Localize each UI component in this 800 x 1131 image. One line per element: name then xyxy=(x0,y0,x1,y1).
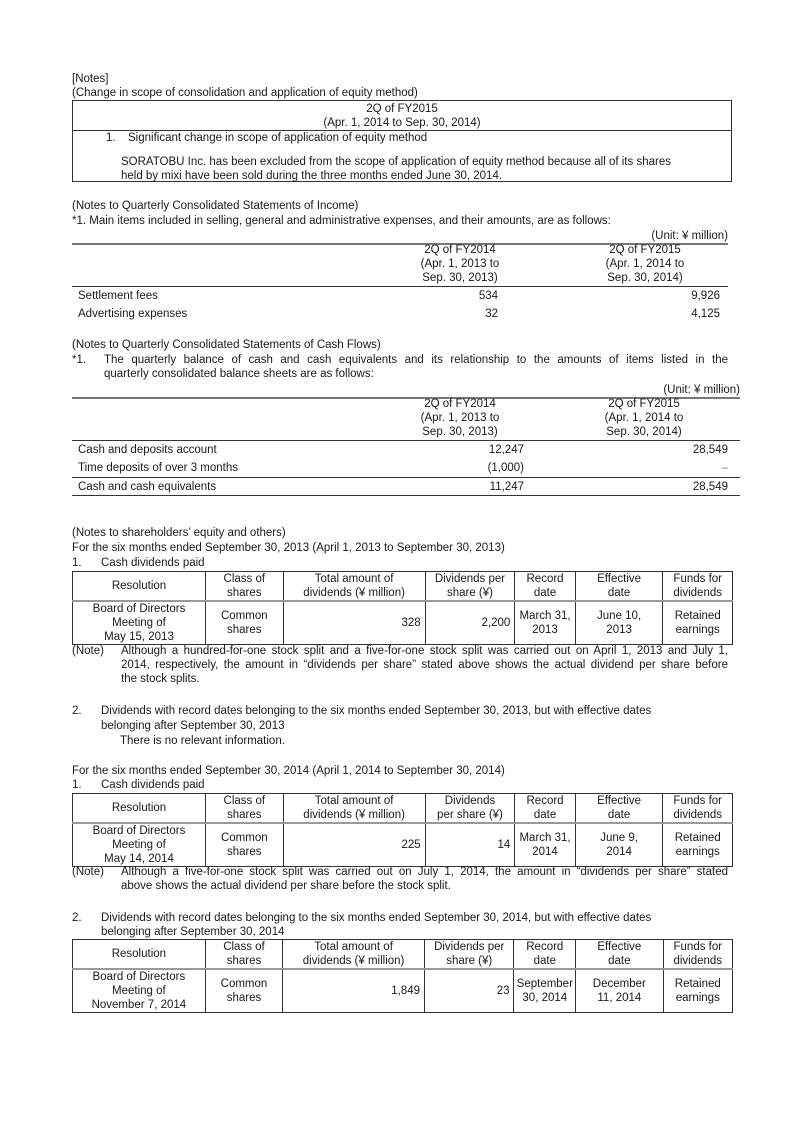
header-funds: Funds for dividends xyxy=(663,572,733,602)
cell-effective-date: June 9, 2014 xyxy=(575,823,663,867)
income-row-settlement-fees xyxy=(72,288,728,306)
header-total: Total amount of dividends (¥ million) xyxy=(283,572,425,602)
scope-period-line2: (Apr. 1, 2014 to Sep. 30, 2014) xyxy=(323,117,481,129)
cashflow-row-time-deposits xyxy=(72,459,740,477)
value-fy2015: 9,926 xyxy=(691,290,720,302)
row-label: Settlement fees xyxy=(78,290,158,302)
col-header-line: (Apr. 1, 2014 to xyxy=(604,412,684,424)
header-per-share: Dividends per share (¥) xyxy=(425,794,515,824)
income-notes-title: (Notes to Quarterly Consolidated Statements of Income) xyxy=(72,200,359,212)
header-class: Class of shares xyxy=(206,572,284,602)
cell-class: Common shares xyxy=(205,969,282,1013)
value-fy2014: 12,247 xyxy=(488,444,524,456)
fy2013-item2-number: 2. xyxy=(72,705,82,717)
fy2014-item2-line2: belonging after September 30, 2014 xyxy=(101,926,285,938)
cell-per-share: 23 xyxy=(424,969,514,1013)
fy2013-item2-line2: belonging after September 30, 2013 xyxy=(101,720,285,732)
row-label: Cash and cash equivalents xyxy=(78,481,217,493)
col-header-line: (Apr. 1, 2013 to xyxy=(420,258,500,270)
cell-funds: Retained earnings xyxy=(663,601,733,645)
cashflow-col-header-fy2014 xyxy=(400,397,520,439)
cell-funds: Retained earnings xyxy=(663,969,732,1013)
header-resolution: Resolution xyxy=(73,940,206,970)
cell-record-date: March 31, 2013 xyxy=(515,601,575,645)
fy2014-item1-title: Cash dividends paid xyxy=(101,779,205,791)
header-record-date: Record date xyxy=(515,794,575,824)
col-header-line: Sep. 30, 2014) xyxy=(606,426,682,438)
value-fy2014: 11,247 xyxy=(489,481,524,493)
col-header-line: (Apr. 1, 2013 to xyxy=(420,412,500,424)
col-header-line: 2Q of FY2015 xyxy=(608,398,680,410)
value-fy2014: 32 xyxy=(485,308,498,320)
value-fy2015: 28,549 xyxy=(692,481,728,493)
fy2014-item1-number: 1. xyxy=(72,779,82,791)
scope-section-title: (Change in scope of consolidation and application of equity method) xyxy=(72,87,418,99)
cell-effective-date: December 11, 2014 xyxy=(576,969,663,1013)
cashflow-col-header-fy2015 xyxy=(584,397,704,439)
cell-total: 1,849 xyxy=(283,969,425,1013)
dividends-table-fy2014 xyxy=(72,793,733,867)
fy2014-item2-number: 2. xyxy=(72,912,82,924)
cell-resolution: Board of Directors Meeting of November 7, 2014 xyxy=(73,969,206,1013)
fy2013-item2-line1: Dividends with record dates belonging to the six months ended September 30, 2013, but with effective dates xyxy=(101,705,652,717)
fy2013-note-line2: 2014, respectively, the amount in “dividends per share” stated above shows the actual dividend per share before xyxy=(121,659,728,671)
fy2013-period: For the six months ended September 30, 2013 (April 1, 2013 to September 30, 2013) xyxy=(72,542,505,554)
header-total: Total amount of dividends (¥ million) xyxy=(283,940,425,970)
value-fy2014: (1,000) xyxy=(487,462,524,474)
header-total: Total amount of dividends (¥ million) xyxy=(283,794,425,824)
fy2013-item1-title: Cash dividends paid xyxy=(101,557,205,569)
col-header-line: Sep. 30, 2013) xyxy=(422,426,498,438)
fy2014-note-line1: Although a five-for-one stock split was carried out on July 1, 2014, the amount in “dividends per share” stated xyxy=(121,866,728,878)
income-unit-label: (Unit: ¥ million) xyxy=(651,230,728,242)
col-header-line: 2Q of FY2014 xyxy=(424,398,496,410)
cell-per-share: 14 xyxy=(425,823,515,867)
dividends-table-fy2013 xyxy=(72,571,733,645)
cell-class: Common shares xyxy=(206,823,284,867)
fy2014-item2-line1: Dividends with record dates belonging to the six months ended September 30, 2014, but with effective dates xyxy=(101,912,652,924)
fy2014-period: For the six months ended September 30, 2014 (April 1, 2014 to September 30, 2014) xyxy=(72,765,505,777)
row-label: Cash and deposits account xyxy=(78,444,217,456)
header-resolution: Resolution xyxy=(73,572,206,602)
header-per-share: Dividends per share (¥) xyxy=(425,572,515,602)
table-row xyxy=(73,969,733,1013)
header-class: Class of shares xyxy=(206,794,284,824)
cell-record-date: September 30, 2014 xyxy=(514,969,576,1013)
table-header-row xyxy=(73,794,733,824)
row-label: Advertising expenses xyxy=(78,308,188,320)
header-effective-date: Effective date xyxy=(576,940,663,970)
col-header-line: Sep. 30, 2013) xyxy=(422,272,498,284)
table-row xyxy=(73,823,733,867)
cell-funds: Retained earnings xyxy=(663,823,733,867)
cell-record-date: March 31, 2014 xyxy=(515,823,575,867)
notes-heading: [Notes] xyxy=(72,73,109,85)
scope-box xyxy=(72,100,732,182)
fy2013-note-line1: Although a hundred-for-one stock split and a five-for-one stock split was carried out on April 1, 2013 and July 1, xyxy=(121,645,728,657)
cashflow-row-cash-equivalents xyxy=(72,478,740,496)
equity-notes-title: (Notes to shareholders’ equity and others) xyxy=(72,527,286,539)
fy2013-item1-number: 1. xyxy=(72,557,82,569)
scope-body-line2: held by mixi have been sold during the three months ended June 30, 2014. xyxy=(121,170,503,182)
scope-period-line1: 2Q of FY2015 xyxy=(366,103,438,115)
scope-item-number: 1. xyxy=(106,132,116,144)
header-class: Class of shares xyxy=(205,940,282,970)
table-row xyxy=(73,601,733,645)
col-header-line: 2Q of FY2015 xyxy=(609,244,681,256)
value-fy2015: 4,125 xyxy=(691,308,720,320)
header-funds: Funds for dividends xyxy=(663,794,733,824)
fy2013-note-label: (Note) xyxy=(72,645,104,657)
cell-resolution: Board of Directors Meeting of May 14, 2014 xyxy=(73,823,206,867)
value-fy2014: 534 xyxy=(478,290,498,302)
col-header-line: (Apr. 1, 2014 to xyxy=(605,258,685,270)
scope-body-line1: SORATOBU Inc. has been excluded from the scope of application of equity method because all of its shares xyxy=(121,156,671,168)
value-fy2015: – xyxy=(721,462,728,474)
table-header-row xyxy=(73,572,733,602)
income-col-header-fy2015 xyxy=(585,243,705,285)
cell-total: 328 xyxy=(283,601,425,645)
table-header-row xyxy=(73,940,733,970)
cell-resolution: Board of Directors Meeting of May 15, 2013 xyxy=(73,601,206,645)
cashflow-marker: *1. xyxy=(72,354,87,366)
income-notes-intro: *1. Main items included in selling, general and administrative expenses, and their amounts, are as follows: xyxy=(72,215,611,227)
fy2013-item2-none: There is no relevant information. xyxy=(120,735,285,747)
fy2014-note-label: (Note) xyxy=(72,866,104,878)
header-effective-date: Effective date xyxy=(575,572,663,602)
cell-class: Common shares xyxy=(206,601,284,645)
dividends-table-fy2014-after xyxy=(72,939,733,1013)
divider xyxy=(72,286,728,287)
income-col-header-fy2014 xyxy=(400,243,520,285)
cell-per-share: 2,200 xyxy=(425,601,515,645)
header-funds: Funds for dividends xyxy=(663,940,732,970)
scope-item-title: Significant change in scope of application of equity method xyxy=(128,132,428,144)
header-record-date: Record date xyxy=(515,572,575,602)
cashflow-intro-line2: quarterly consolidated balance sheets are as follows: xyxy=(104,368,374,380)
cashflow-notes-title: (Notes to Quarterly Consolidated Statements of Cash Flows) xyxy=(72,339,381,351)
header-resolution: Resolution xyxy=(73,794,206,824)
row-label: Time deposits of over 3 months xyxy=(78,462,239,474)
header-effective-date: Effective date xyxy=(575,794,663,824)
value-fy2015: 28,549 xyxy=(692,444,728,456)
col-header-line: 2Q of FY2014 xyxy=(424,244,496,256)
divider xyxy=(72,495,740,496)
fy2014-note-line2: above shows the actual dividend per share before the stock split. xyxy=(121,880,451,892)
cashflow-intro-line1: The quarterly balance of cash and cash equivalents and its relationship to the amounts of items listed in the xyxy=(104,354,728,366)
fy2013-note-line3: the stock splits. xyxy=(121,673,200,685)
cell-total: 225 xyxy=(283,823,425,867)
header-per-share: Dividends per share (¥) xyxy=(424,940,514,970)
cashflow-row-cash-and-deposits xyxy=(72,441,740,459)
cashflow-unit-label: (Unit: ¥ million) xyxy=(663,384,740,396)
col-header-line: Sep. 30, 2014) xyxy=(607,272,683,284)
income-row-advertising-expenses xyxy=(72,306,728,324)
header-record-date: Record date xyxy=(514,940,576,970)
cell-effective-date: June 10, 2013 xyxy=(575,601,663,645)
